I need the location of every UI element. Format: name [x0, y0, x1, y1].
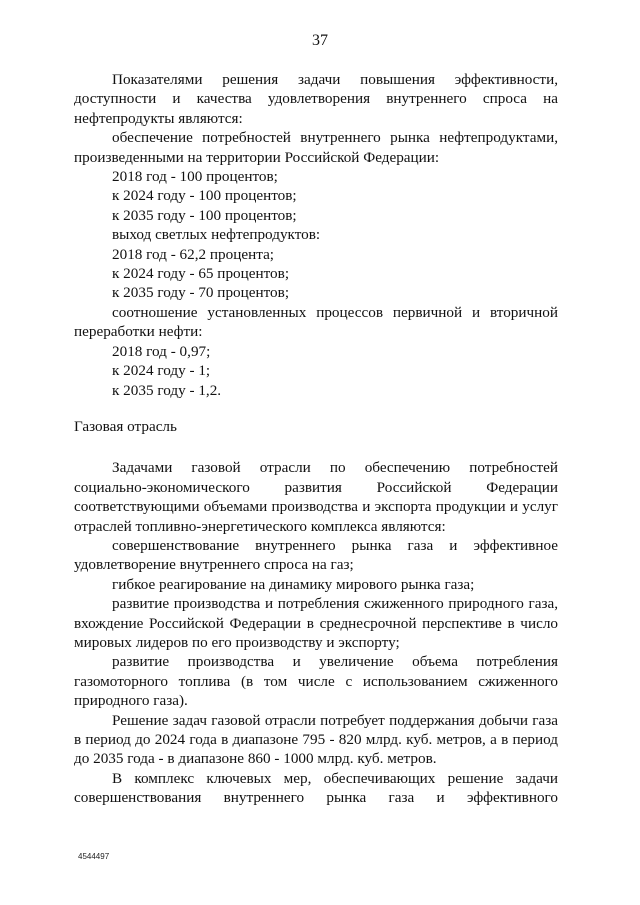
section-heading: Газовая отрасль	[74, 417, 177, 435]
paragraph-gas-market: совершенствование внутреннего рынка газа и эффективное удовлетворение внутреннего спроса на газ;	[74, 536, 558, 574]
document-code: 4544497	[78, 852, 110, 861]
list-item: к 2035 году - 100 процентов;	[112, 206, 297, 224]
list-item: 2018 год - 0,97;	[112, 342, 211, 360]
list-item: 2018 год - 100 процентов;	[112, 168, 278, 186]
list-item: к 2024 году - 100 процентов;	[112, 187, 297, 205]
paragraph-key-measures-line1: В комплекс ключевых мер, обеспечивающих решение задачи	[112, 769, 558, 787]
paragraph-gas-tasks: Задачами газовой отрасли по обеспечению потребностей социально-экономического развития Российской Федерации соответствующими объемами производства и экспорта продукции и услуг отраслей топливно-энергетического комплекса являются:	[74, 459, 558, 535]
page-number: 37	[312, 32, 328, 49]
paragraph-indicators-intro: Показателями решения задачи повышения эффективности, доступности и качества удовлетворения внутреннего спроса на нефтепродукты являются:	[74, 71, 558, 127]
paragraph-world-market: гибкое реагирование на динамику мирового рынка газа;	[112, 575, 475, 593]
list-item: к 2024 году - 1;	[112, 362, 211, 380]
list-item: 2018 год - 62,2 процента;	[112, 245, 275, 263]
list-item: к 2024 году - 65 процентов;	[112, 265, 290, 283]
paragraph-motor-fuel: развитие производства и увеличение объема потребления газомоторного топлива (в том числе с использованием сжиженного природного газа).	[74, 653, 558, 710]
list-item: к 2035 году - 70 процентов;	[112, 284, 290, 302]
paragraph-key-measures-cont	[74, 788, 558, 807]
paragraph-production: Решение задач газовой отрасли потребует поддержания добычи газа в период до 2024 года в диапазоне 795 - 820 млрд. куб. метров, а в период до 2035 года - в диапазоне 860 - 1000 млрд. куб. метров.	[74, 711, 558, 768]
list-item: выход светлых нефтепродуктов:	[112, 226, 321, 244]
list-item: к 2035 году - 1,2.	[112, 381, 222, 399]
paragraph-lng: развитие производства и потребления сжиженного природного газа, вхождение Российской Федерации в среднесрочной перспективе в число мировых лидеров по его производству и экспорту;	[74, 595, 558, 651]
paragraph-key-measures-line2: совершенствования внутреннего рынка газа и эффективного	[74, 789, 558, 807]
document-body	[74, 70, 558, 808]
paragraph-domestic-market: обеспечение потребностей внутреннего рынка нефтепродуктами, произведенными на территории Российской Федерации:	[74, 129, 558, 166]
paragraph-refining-ratio: соотношение установленных процессов первичной и вторичной переработки нефти:	[74, 303, 558, 341]
paragraph-key-measures	[74, 769, 558, 788]
